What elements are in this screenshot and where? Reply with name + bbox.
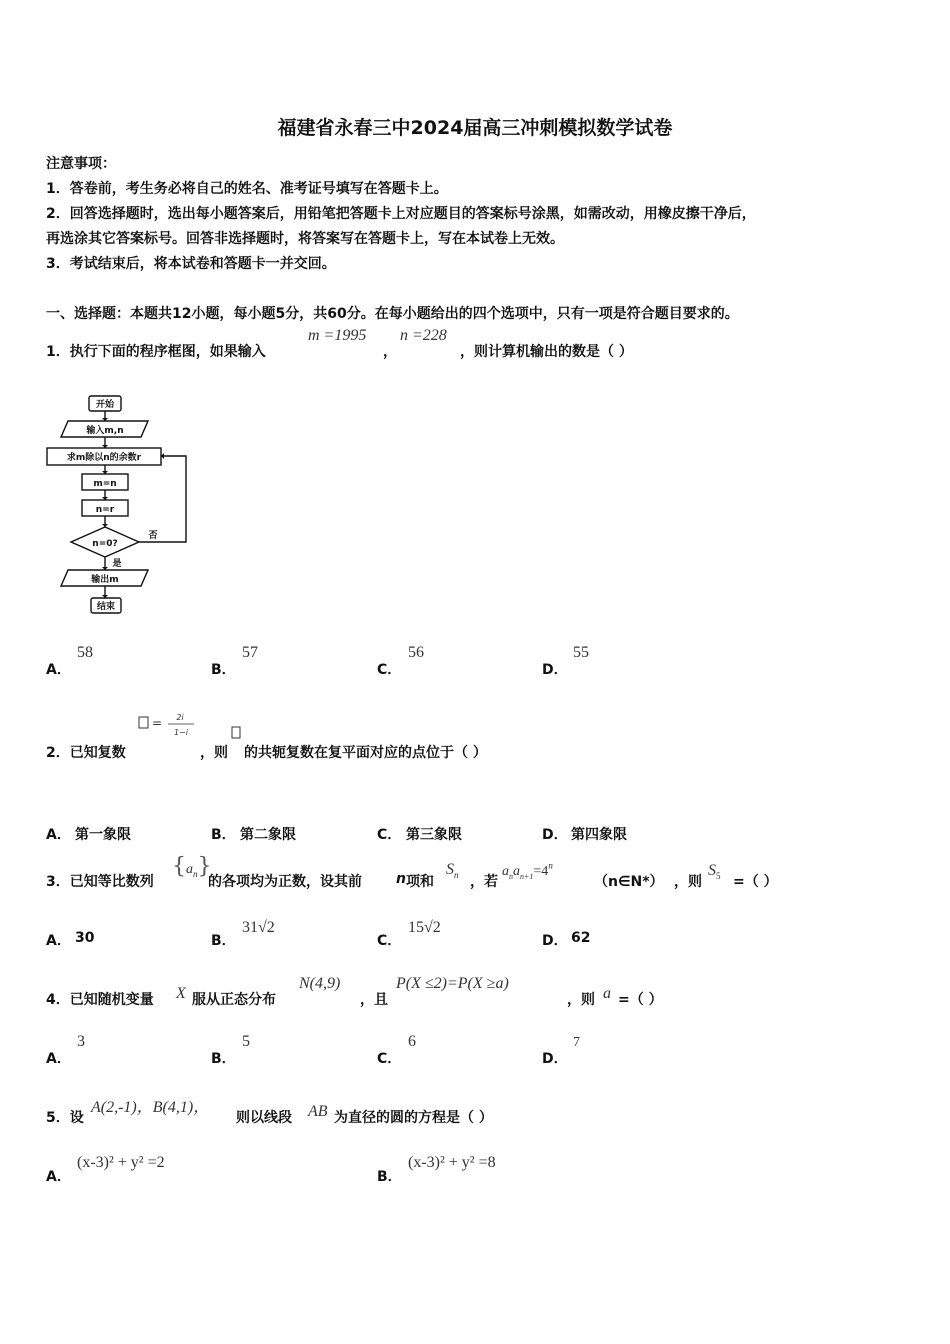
q4-t3: ，则 [567, 992, 595, 1008]
question-2-text: 2．已知复数 [46, 745, 126, 761]
q3-t2: 项和 [406, 874, 434, 890]
q3-t5: =（ ） [733, 874, 778, 890]
svg-text:2i: 2i [176, 713, 184, 722]
flow-output: 输出m [91, 575, 119, 585]
q5-t2: 为直径的圆的方程是（ ） [334, 1110, 493, 1126]
q5-t1: 则以线段 [236, 1110, 292, 1126]
question-5-text: 5．设 [46, 1110, 84, 1126]
flowchart [40, 390, 210, 618]
q4-distribution: N(4,9) [299, 975, 341, 992]
flow-condition: n=0? [92, 539, 118, 549]
svg-text:1−i: 1−i [173, 728, 189, 737]
flow-remainder: 求m除以n的余数r [66, 453, 142, 463]
q2-option-value: 第四象限 [571, 827, 627, 843]
q5-option-label: A． [46, 1169, 71, 1185]
q3-n: n [396, 871, 406, 887]
q4-option-label: D． [542, 1051, 568, 1067]
notice-item: 再选涂其它答案标号。回答非选择题时，将答案写在答题卡上，写在本试卷上无效。 [46, 231, 564, 247]
flow-m-eq-n: m=n [93, 479, 117, 489]
q2-option-value: 第二象限 [240, 827, 296, 843]
q3-option-value: 31√2 [242, 919, 275, 936]
q3-t1: 的各项均为正数，设其前 [208, 874, 362, 890]
q2-option-label: B． [211, 827, 236, 843]
q2-mid: ，则 [200, 745, 228, 761]
question-1-text: 1．执行下面的程序框图，如果输入 [46, 344, 266, 360]
q3-t3: ，若 [470, 874, 498, 890]
flow-start: 开始 [95, 400, 115, 410]
flow-yes-label: 是 [112, 559, 122, 569]
q2-option-label: C． [377, 827, 402, 843]
q5-AB: AB [308, 1103, 328, 1120]
q3-option-label: A． [46, 933, 71, 949]
q5-option-label: B． [377, 1169, 402, 1185]
q4-a: a [603, 985, 611, 1002]
notice-heading: 注意事项： [46, 156, 116, 172]
q1-option-label: D． [542, 662, 568, 678]
q1-option-label: A． [46, 662, 71, 678]
q3-sequence: $\{a_n\}$ [172, 854, 212, 880]
q1-sep: ， [383, 344, 397, 360]
q4-option-label: C． [377, 1051, 402, 1067]
q1-n-value: n =228 [400, 327, 447, 344]
q4-option-label: B． [211, 1051, 236, 1067]
question-4-text: 4．已知随机变量 [46, 992, 154, 1008]
q2-option-label: A． [46, 827, 71, 843]
q4-X: X [176, 985, 186, 1002]
flow-end: 结束 [96, 602, 116, 612]
q3-sn: $S_n$ [446, 861, 459, 881]
q5-option-value: (x-3)² + y² =2 [77, 1154, 165, 1171]
svg-text:=: = [152, 716, 163, 730]
q3-condition: $a_na_{n+1}=4^n$ [502, 860, 553, 882]
q1-m-value: m =1995 [308, 327, 367, 344]
q5-points: A(2,-1)，B(4,1)， [91, 1099, 210, 1116]
q1-option-value: 56 [408, 644, 424, 661]
q4-option-value: 7 [573, 1035, 580, 1050]
q1-option-value: 55 [573, 644, 589, 661]
notice-item: 2．回答选择题时，选出每小题答案后，用铅笔把答题卡上对应题目的答案标号涂黑，如需改动，用橡皮擦干净后， [46, 206, 756, 222]
q3-option-label: D． [542, 933, 568, 949]
flow-no-label: 否 [148, 531, 158, 541]
flow-input: 输入m,n [86, 426, 124, 436]
q4-option-value: 3 [77, 1033, 85, 1050]
q1-option-label: C． [377, 662, 402, 678]
q1-option-value: 57 [242, 644, 258, 661]
q3-option-label: B． [211, 933, 236, 949]
question-3-text: 3．已知等比数列 [46, 874, 154, 890]
q1-option-value: 58 [77, 644, 93, 661]
q1-option-label: B． [211, 662, 236, 678]
q4-t1: 服从正态分布 [192, 992, 276, 1008]
q1-suffix: ，则计算机输出的数是（ ） [460, 344, 633, 360]
q3-nstar: （n∈N*） [594, 874, 664, 890]
q4-equation: P(X ≤2)=P(X ≥a) [396, 975, 509, 992]
q3-option-value: 30 [75, 930, 95, 946]
q2-suffix: 的共轭复数在复平面对应的点位于（ ） [244, 745, 487, 761]
q2-option-label: D． [542, 827, 568, 843]
q4-option-value: 6 [408, 1033, 416, 1050]
q3-option-value: 62 [571, 930, 591, 946]
notice-item: 3．考试结束后，将本试卷和答题卡一并交回。 [46, 256, 336, 272]
q5-option-value: (x-3)² + y² =8 [408, 1154, 496, 1171]
q4-option-value: 5 [242, 1033, 250, 1050]
q3-s5: $S_5$ [708, 862, 721, 882]
q3-t4: ，则 [674, 874, 702, 890]
flow-n-eq-r: n=r [95, 505, 115, 515]
q2-z-symbol [231, 726, 241, 740]
q2-option-value: 第三象限 [406, 827, 462, 843]
q4-t4: =（ ） [618, 992, 663, 1008]
page-title: 福建省永春三中2024届高三冲刺模拟数学试卷 [277, 117, 673, 139]
q4-option-label: A． [46, 1051, 71, 1067]
notice-item: 1．答卷前，考生务必将自己的姓名、准考证号填写在答题卡上。 [46, 181, 448, 197]
q3-option-label: C． [377, 933, 402, 949]
section-heading: 一、选择题：本题共12小题，每小题5分，共60分。在每小题给出的四个选项中，只有一项是符合题目要求的。 [46, 306, 739, 322]
q2-option-value: 第一象限 [75, 827, 131, 843]
q4-t2: ，且 [360, 992, 388, 1008]
q3-option-value: 15√2 [408, 919, 441, 936]
q2-fraction [138, 708, 200, 740]
